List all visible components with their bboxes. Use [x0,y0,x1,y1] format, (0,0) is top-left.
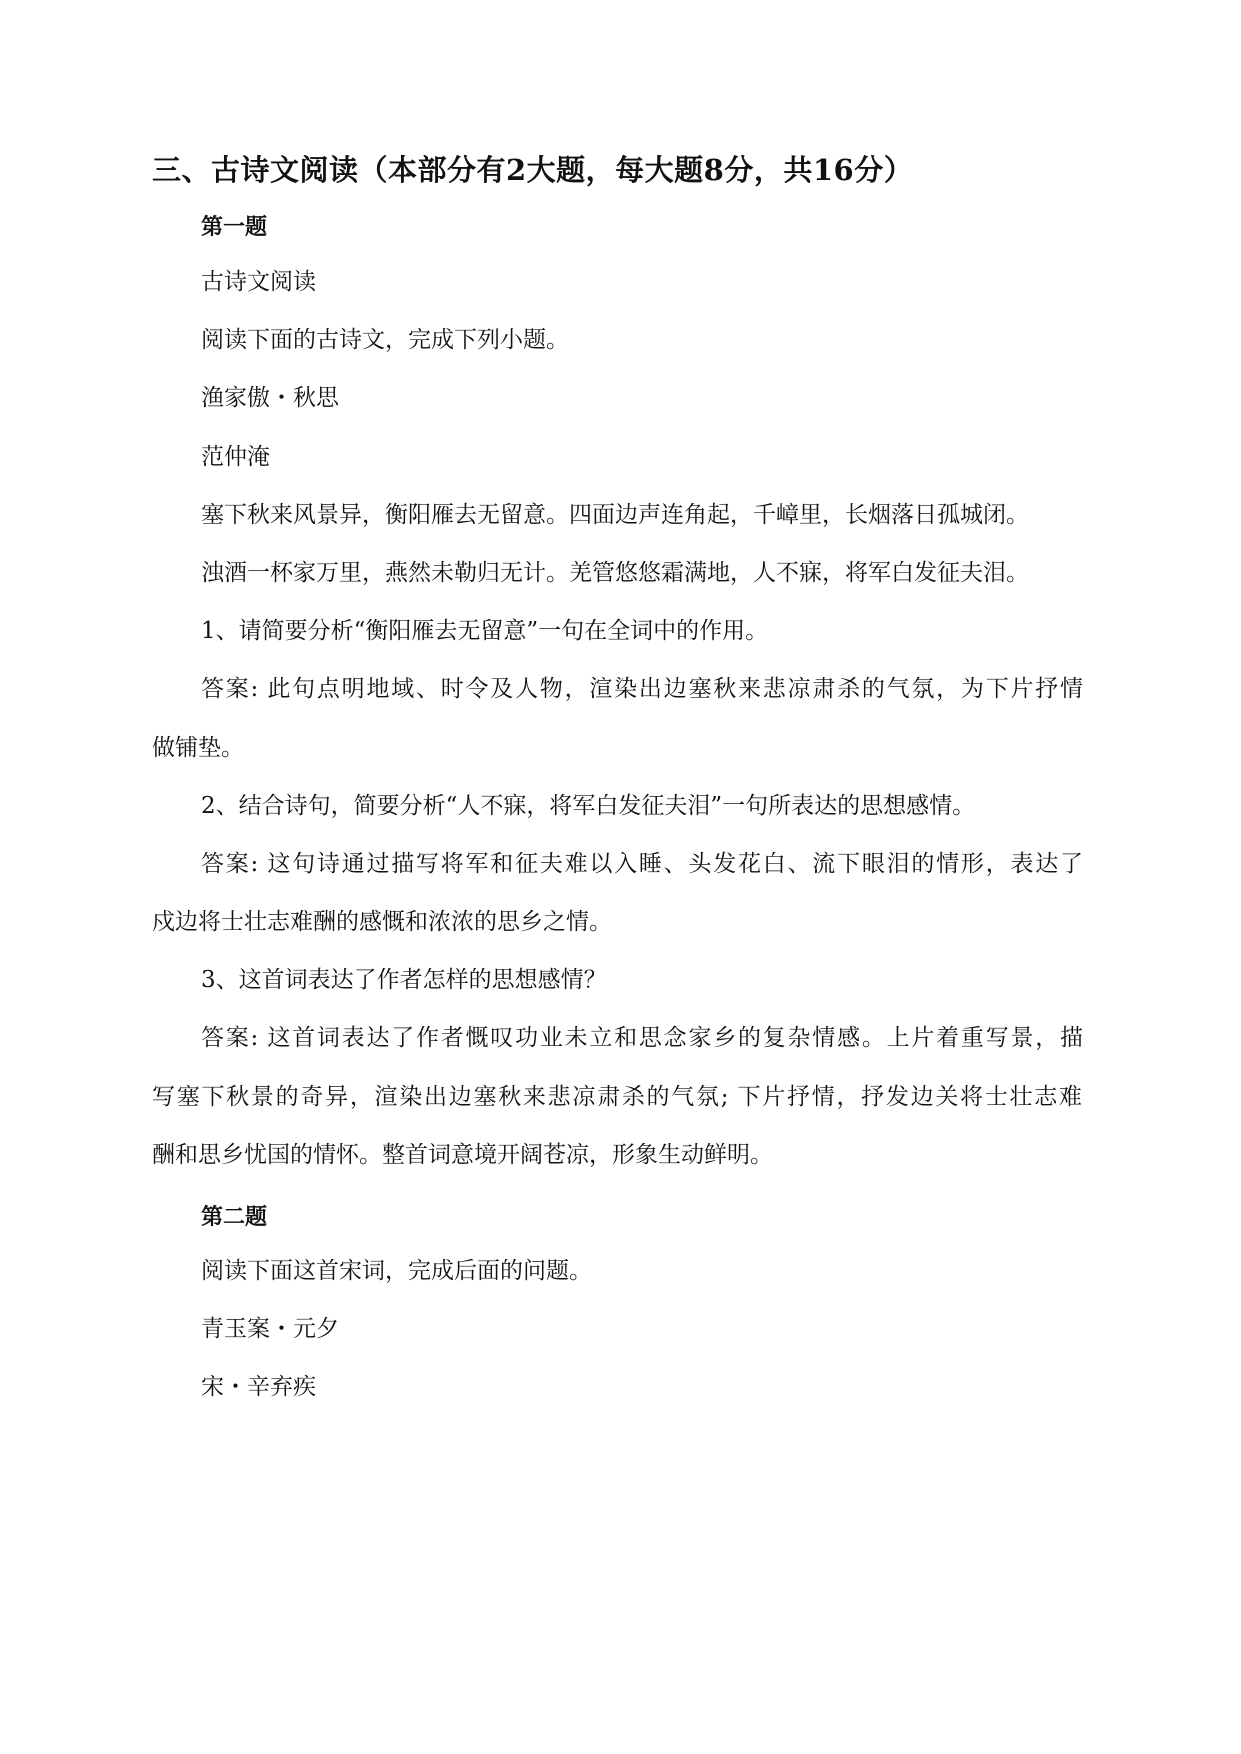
answer-2-line: 答案: 这句诗通过描写将军和征夫难以入睡、头发花白、流下眼泪的情形，表达了 [201,851,1083,877]
question-1-instruction: 阅读下面的古诗文，完成下列小题。 [201,327,569,353]
question-1-item-3: 3、这首词表达了作者怎样的思想感情？ [201,967,607,993]
answer-3-line: 酬和思乡忧国的情怀。整首词意境开阔苍凉，形象生动鲜明。 [152,1142,773,1168]
question-1-subheading: 古诗文阅读 [201,269,316,295]
poem-2-author: 宋・辛弃疾 [201,1374,316,1400]
answer-3-line: 写塞下秋景的奇异，渲染出边塞秋来悲凉肃杀的气氛; 下片抒情，抒发边关将士壮志难 [152,1084,1082,1110]
question-2-heading: 第二题 [201,1204,268,1230]
question-1-item-2: 2、结合诗句，简要分析“人不寐，将军白发征夫泪”一句所表达的思想感情。 [201,793,976,819]
answer-1-line: 答案: 此句点明地域、时令及人物，渲染出边塞秋来悲凉肃杀的气氛，为下片抒情 [201,676,1083,702]
section-title: 三、古诗文阅读（本部分有2大题，每大题8分，共16分） [152,153,914,187]
poem-1-author: 范仲淹 [201,444,270,470]
question-2-instruction: 阅读下面这首宋词，完成后面的问题。 [201,1258,592,1284]
poem-1-title: 渔家傲・秋思 [201,385,339,411]
question-1-heading: 第一题 [201,214,268,240]
poem-1-line: 浊酒一杯家万里，燕然未勒归无计。羌管悠悠霜满地，人不寐，将军白发征夫泪。 [201,560,1029,586]
answer-1-line: 做铺垫。 [152,735,244,761]
answer-3-line: 答案: 这首词表达了作者慨叹功业未立和思念家乡的复杂情感。上片着重写景，描 [201,1025,1083,1051]
poem-1-line: 塞下秋来风景异，衡阳雁去无留意。四面边声连角起，千嶂里，长烟落日孤城闭。 [201,502,1029,528]
poem-2-title: 青玉案・元夕 [201,1316,339,1342]
answer-2-line: 戍边将士壮志难酬的感慨和浓浓的思乡之情。 [152,909,612,935]
question-1-item-1: 1、请简要分析“衡阳雁去无留意”一句在全词中的作用。 [201,618,769,644]
